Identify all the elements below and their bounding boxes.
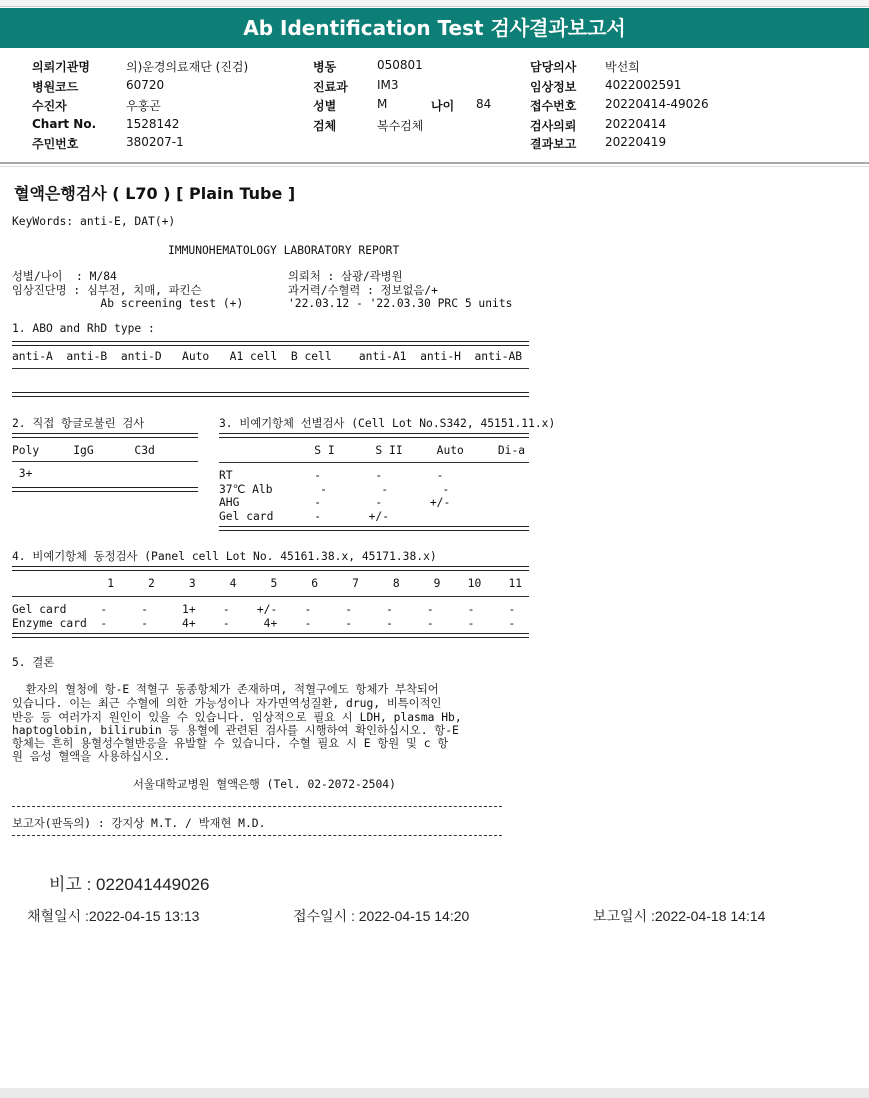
header-label-hospital-code: 병원코드	[32, 80, 79, 94]
header-value-hospital-code: 60720	[126, 78, 165, 92]
s3-row-alb: 37℃ Alb - - -	[219, 483, 450, 496]
received-datetime: 접수일시 : 2022-04-15 14:20	[293, 908, 470, 924]
report-title-band: Ab Identification Test 검사결과보고서	[0, 8, 869, 48]
header-value-resident-no: 380207-1	[126, 135, 184, 149]
conclusion-line-5: 항체는 흔히 용혈성수혈반응을 유발할 수 있습니다. 수혈 필요 시 E 항원 및 c 항	[12, 737, 449, 750]
header-label-doctor: 담당의사	[530, 60, 577, 74]
info-screening: Ab screening test (+)	[12, 297, 244, 310]
s5-title: 5. 결론	[12, 656, 55, 669]
s4-double-rule-bottom	[12, 633, 529, 638]
header-label-specimen: 검체	[313, 119, 337, 133]
header-value-institution: 의)운경의료재단 (진검)	[126, 60, 249, 74]
header-label-chart-no: Chart No.	[32, 117, 97, 131]
s3-row-gel: Gel card - +/-	[219, 510, 390, 523]
s3-rule	[219, 462, 529, 463]
conclusion-line-1: 환자의 혈청에 항-E 적혈구 동종항체가 존재하며, 적혈구에도 항체가 부착되어	[12, 683, 439, 696]
conclusion-line-4: haptoglobin, bilirubin 등 용혈에 관련된 검사를 시행하여 확인하십시오. 항-E	[12, 724, 459, 737]
header-label-receipt-no: 접수번호	[530, 99, 577, 113]
header-label-sex: 성별	[313, 99, 337, 113]
conclusion-line-2: 있습니다. 이는 최근 수혈에 의한 가능성이나 자가면역성질환, drug, 비특이적인	[12, 697, 442, 710]
s2-double-rule-bottom	[12, 487, 198, 492]
s1-double-rule-top	[12, 341, 529, 346]
header-label-resident-no: 주민번호	[32, 137, 79, 151]
s2-header: Poly IgG C3d	[12, 444, 155, 457]
header-label-institution: 의뢰기관명	[32, 60, 90, 74]
header-value-ward: 050801	[377, 58, 423, 72]
header-value-specimen: 복수검체	[377, 119, 424, 133]
s1-header: anti-A anti-B anti-D Auto A1 cell B cell anti-A1 anti-H anti-AB	[12, 350, 523, 363]
header-value-sex: M	[377, 97, 388, 111]
header-label-result-report: 결과보고	[530, 137, 577, 151]
s3-row-rt: RT - - -	[219, 469, 444, 482]
reporter: 보고자(판독의) : 강지상 M.T. / 박재현 M.D.	[12, 817, 266, 830]
info-diagnosis: 임상진단명 : 심부전, 치매, 파킨슨	[12, 284, 202, 297]
header-value-patient: 우홍곤	[126, 99, 161, 113]
collected-datetime: 채혈일시 :2022-04-15 13:13	[27, 908, 200, 924]
header-value-age: 84	[476, 97, 492, 111]
s1-double-rule-bottom	[12, 392, 529, 397]
keywords: KeyWords: anti-E, DAT(+)	[12, 215, 176, 228]
s2-rule	[12, 461, 198, 462]
s2-double-rule-top	[12, 433, 198, 438]
header-label-age: 나이	[431, 99, 455, 113]
section-title: 혈액은행검사 ( L70 ) [ Plain Tube ]	[14, 184, 296, 203]
header-label-test-request: 검사의뢰	[530, 119, 577, 133]
info-sex-age: 성별/나이 : M/84	[12, 270, 117, 283]
lab-report-title: IMMUNOHEMATOLOGY LABORATORY REPORT	[168, 244, 400, 257]
blood-bank-hospital: 서울대학교병원 혈액은행 (Tel. 02-2072-2504)	[133, 778, 396, 791]
header-label-ward: 병동	[313, 60, 337, 74]
header-value-receipt-no: 20220414-49026	[605, 97, 709, 111]
header-label-clinical-info: 임상정보	[530, 80, 577, 94]
header-value-doctor: 박선희	[605, 60, 640, 74]
s4-title: 4. 비예기항체 동정검사 (Panel cell Lot No. 45161.38.x, 45171.38.x)	[12, 550, 437, 563]
info-requester: 의뢰처 : 삼광/곽병원	[288, 270, 403, 283]
header-divider-shadow	[0, 166, 869, 167]
conclusion-line-6: 원 음성 혈액을 사용하십시오.	[12, 750, 171, 763]
header-label-department: 진료과	[313, 80, 348, 94]
s3-title: 3. 비예기항체 선별검사 (Cell Lot No.S342, 45151.11.x)	[219, 417, 556, 430]
top-bar	[0, 0, 869, 7]
s4-header: 1 2 3 4 5 6 7 8 9 10 11	[12, 577, 523, 590]
s1-title: 1. ABO and RhD type :	[12, 322, 155, 335]
reported-datetime: 보고일시 :2022-04-18 14:14	[593, 908, 766, 924]
reporter-rule-top	[12, 806, 502, 807]
s2-values: 3+	[12, 467, 33, 480]
header-value-clinical-info: 4022002591	[605, 78, 682, 92]
header-divider	[0, 162, 869, 164]
s1-rule	[12, 368, 529, 369]
header-label-patient: 수진자	[32, 99, 67, 113]
header-value-test-request: 20220414	[605, 117, 667, 131]
s3-double-rule-bottom	[219, 526, 529, 531]
header-value-result-report: 20220419	[605, 135, 667, 149]
header-value-chart-no: 1528142	[126, 117, 180, 131]
s4-row-gel: Gel card - - 1+ - +/- - - - - - -	[12, 603, 516, 616]
info-history: 과거력/수혈력 : 정보없음/+	[288, 284, 438, 297]
header-value-department: IM3	[377, 78, 399, 92]
s2-title: 2. 직접 항글로불린 검사	[12, 417, 145, 430]
s4-double-rule-top	[12, 566, 529, 571]
s3-header: S I S II Auto Di-a	[219, 444, 526, 457]
info-transfusion: '22.03.12 - '22.03.30 PRC 5 units	[288, 297, 513, 310]
s4-row-enzyme: Enzyme card - - 4+ - 4+ - - - - - -	[12, 617, 516, 630]
conclusion-line-3: 반응 등 여러가지 원인이 있을 수 있습니다. 임상적으로 필요 시 LDH, plasma Hb,	[12, 711, 462, 724]
s4-rule	[12, 596, 529, 597]
reporter-rule-bottom	[12, 835, 502, 836]
remark: 비고 : 022041449026	[49, 875, 210, 894]
s3-row-ahg: AHG - - +/-	[219, 496, 451, 509]
s3-double-rule-top	[219, 433, 529, 438]
